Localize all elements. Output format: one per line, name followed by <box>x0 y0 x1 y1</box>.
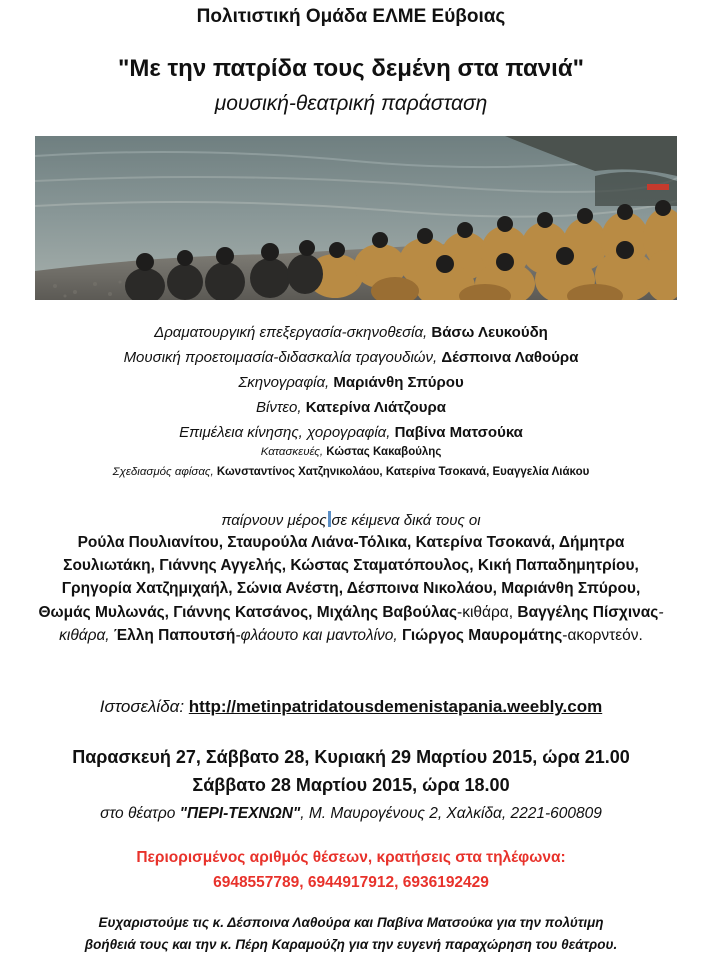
venue-name: "ΠΕΡΙ-ΤΕΧΝΩΝ" <box>179 805 301 822</box>
credit-role: Κατασκευές, <box>260 446 324 458</box>
participants-intro <box>0 511 702 529</box>
credit-poster-design <box>0 466 702 478</box>
participants-intro-a: παίρνουν μέρος <box>221 512 327 529</box>
website-line <box>0 697 702 717</box>
credit-role: Σκηνογραφία, <box>238 374 330 391</box>
credit-music <box>0 349 702 366</box>
show-subtitle: μουσική-θεατρική παράσταση <box>214 92 488 115</box>
participant-name: Γιώργος Μαυρομάτης <box>402 626 563 644</box>
thanks-line-2: βοήθειά τους και την κ. Πέρη Καραμούζη για την ευγενή παραχώρηση του θεάτρου. <box>84 937 618 952</box>
venue-prefix: στο θέατρο <box>100 805 176 822</box>
booking-notice: Περιορισμένος αριθμός θέσεων, κρατήσεις στα τηλέφωνα: <box>136 849 566 866</box>
sea-shore-image <box>35 136 677 300</box>
venue-address: , Μ. Μαυρογένους 2, Χαλκίδα, 2221-600809 <box>300 805 602 822</box>
credit-direction <box>0 324 702 341</box>
credit-name: Κατερίνα Λιάτζουρα <box>305 399 446 416</box>
credit-name: Παβίνα Ματσούκα <box>394 424 523 441</box>
credit-scenography <box>0 374 702 391</box>
credit-name: Μαριάνθη Σπύρου <box>333 374 464 391</box>
participants-names: Ρούλα Πουλιανίτου, Σταυρούλα Λιάνα-Τόλικα, Κατερίνα Τσοκανά, Δήμητρα Σουλιωτάκη, Γιάννης Αγγελής, Κώστας Σταματόπουλος, Κική Παπαδημητρίου, Γρηγορία Χατζημιχαήλ, Σώνια Ανέστη, Δέσποινα Νικολάου, Μαριάνθη Σπύρου, Θωμάς Μυλωνάς, Γιάννης Κατσάνος, Μιχάλης Βαβούλας <box>38 534 641 621</box>
credit-role: Μουσική προετοιμασία-διδασκαλία τραγουδιών, <box>123 349 438 366</box>
credit-name: Κώστας Κακαβούλης <box>326 446 442 458</box>
instrument-label: -κιθάρα, <box>59 603 664 644</box>
website-link[interactable]: http://metinpatridatousdemenistapania.weebly.com <box>188 697 603 716</box>
credit-role: Επιμέλεια κίνησης, χορογραφία, <box>179 424 391 441</box>
show-title: "Με την πατρίδα τους δεμένη στα πανιά" <box>118 55 584 82</box>
credit-constructions <box>0 446 702 458</box>
text-cursor <box>328 511 331 527</box>
participant-name: Έλλη Παπουτσή <box>113 626 236 644</box>
credit-role: Βίντεο, <box>255 399 302 416</box>
credit-name: Δέσποινα Λαθούρα <box>441 349 579 366</box>
participants-intro-b: σε κέιμενα δικά τους οι <box>331 512 481 529</box>
credit-video <box>0 399 702 416</box>
thanks-line-1: Ευχαριστούμε τις κ. Δέσποινα Λαθούρα και Παβίνα Ματσούκα για την πολύτιμη <box>98 915 604 930</box>
instrument-label: -φλάουτο και μαντολίνο, <box>235 626 398 644</box>
dates-evening: Παρασκευή 27, Σάββατο 28, Κυριακή 29 Μαρτίου 2015, ώρα 21.00 <box>72 747 630 767</box>
credit-role: Σχεδιασμός αφίσας, <box>112 466 214 478</box>
instrument-label: -κιθάρα, <box>457 603 514 621</box>
dates-matinee: Σάββατο 28 Μαρτίου 2015, ώρα 18.00 <box>192 775 510 795</box>
credit-choreography <box>0 424 702 441</box>
instrument-label: -ακορντεόν. <box>562 626 643 644</box>
participants-list <box>35 531 667 647</box>
website-label: Ιστοσελίδα: <box>99 697 185 716</box>
credit-name: Βάσω Λευκούδη <box>431 324 548 341</box>
credit-name: Κωνσταντίνος Χατζηνικολάου, Κατερίνα Τσοκανά, Ευαγγελία Λιάκου <box>216 466 590 478</box>
booking-phones: 6948557789, 6944917912, 6936192429 <box>213 874 489 891</box>
participant-name: Βαγγέλης Πίσχινας <box>517 603 659 621</box>
organization-title: Πολιτιστική Ομάδα ΕΛΜΕ Εύβοιας <box>196 6 506 27</box>
credit-role: Δραματουργική επεξεργασία-σκηνοθεσία, <box>154 324 428 341</box>
poster-photo <box>35 136 677 300</box>
venue-line <box>0 805 702 823</box>
